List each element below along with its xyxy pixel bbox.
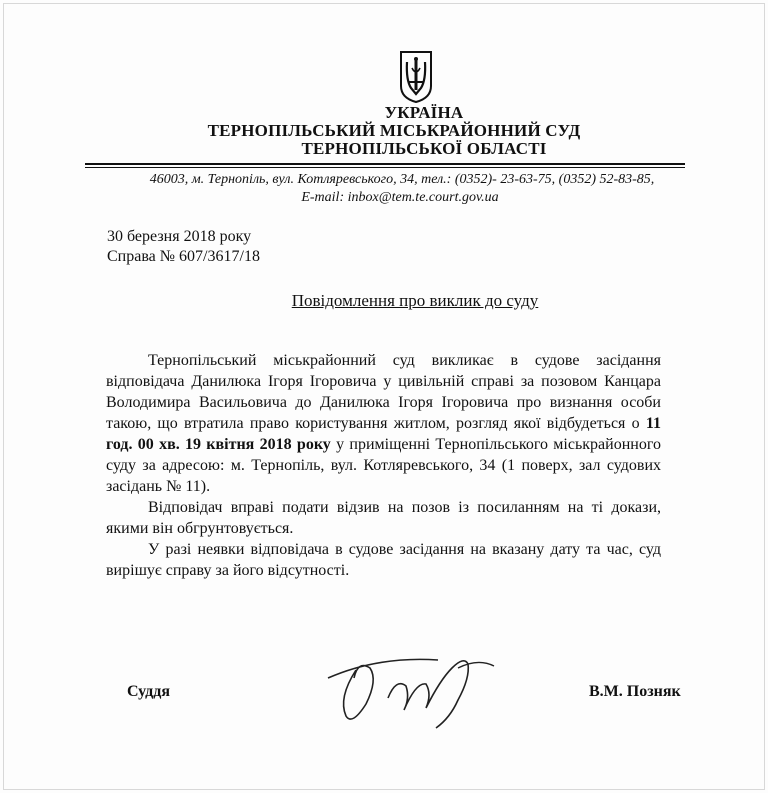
trident-emblem-icon <box>397 50 435 104</box>
body-paragraph-3: У разі неявки відповідача в судове засідання на вказану дату та час, суд вирішує справу за його відсутності. <box>106 541 661 579</box>
header-divider-thin <box>85 167 685 168</box>
body-paragraph-2: Відповідач вправі подати відзив на позов із посиланням на ті докази, якими він обгрунтовується. <box>106 499 661 537</box>
header-divider <box>85 163 685 165</box>
header-email: E-mail: inbox@tem.te.court.gov.ua <box>301 190 499 205</box>
body-p1-start: Тернопільський міськрайонний суд викликає в судове засідання відповідача Данилюка Ігоря Ігоровича у цивільній справі за позовом Канцара Володимира Васильовича до Данилюка Ігоря Ігоровича про визнання особи такою, що втратила право користування житлом, розгляд якої відбудеться о <box>106 352 661 432</box>
body-paragraph-1 <box>106 350 661 497</box>
header-address: 46003, м. Тернопіль, вул. Котляревського, 34, тел.: (0352)- 23-63-75, (0352) 52-83-85, <box>149 172 655 187</box>
header-country: УКРАЇНА <box>384 103 464 122</box>
header-court-name: ТЕРНОПІЛЬСЬКИЙ МІСЬКРАЙОННИЙ СУД <box>207 121 581 140</box>
judge-label: Суддя <box>127 683 170 700</box>
judge-name: В.М. Позняк <box>589 683 681 700</box>
case-number: Справа № 607/3617/18 <box>107 248 260 265</box>
body-text <box>106 350 661 581</box>
document-title: Повідомлення про виклик до суду <box>291 291 539 310</box>
document-date: 30 березня 2018 року <box>107 228 252 245</box>
hearing-datetime: 11 год. 00 хв. 19 квітня 2018 року <box>106 415 661 453</box>
handwritten-signature-icon <box>318 638 518 738</box>
header-court-region: ТЕРНОПІЛЬСЬКОЇ ОБЛАСТІ <box>301 139 547 158</box>
body-p1-end: у приміщенні Тернопільського міськрайонного суду за адресою: м. Тернопіль, вул. Котляревського, 34 (1 поверх, зал судових засідань № 11). <box>106 436 661 495</box>
